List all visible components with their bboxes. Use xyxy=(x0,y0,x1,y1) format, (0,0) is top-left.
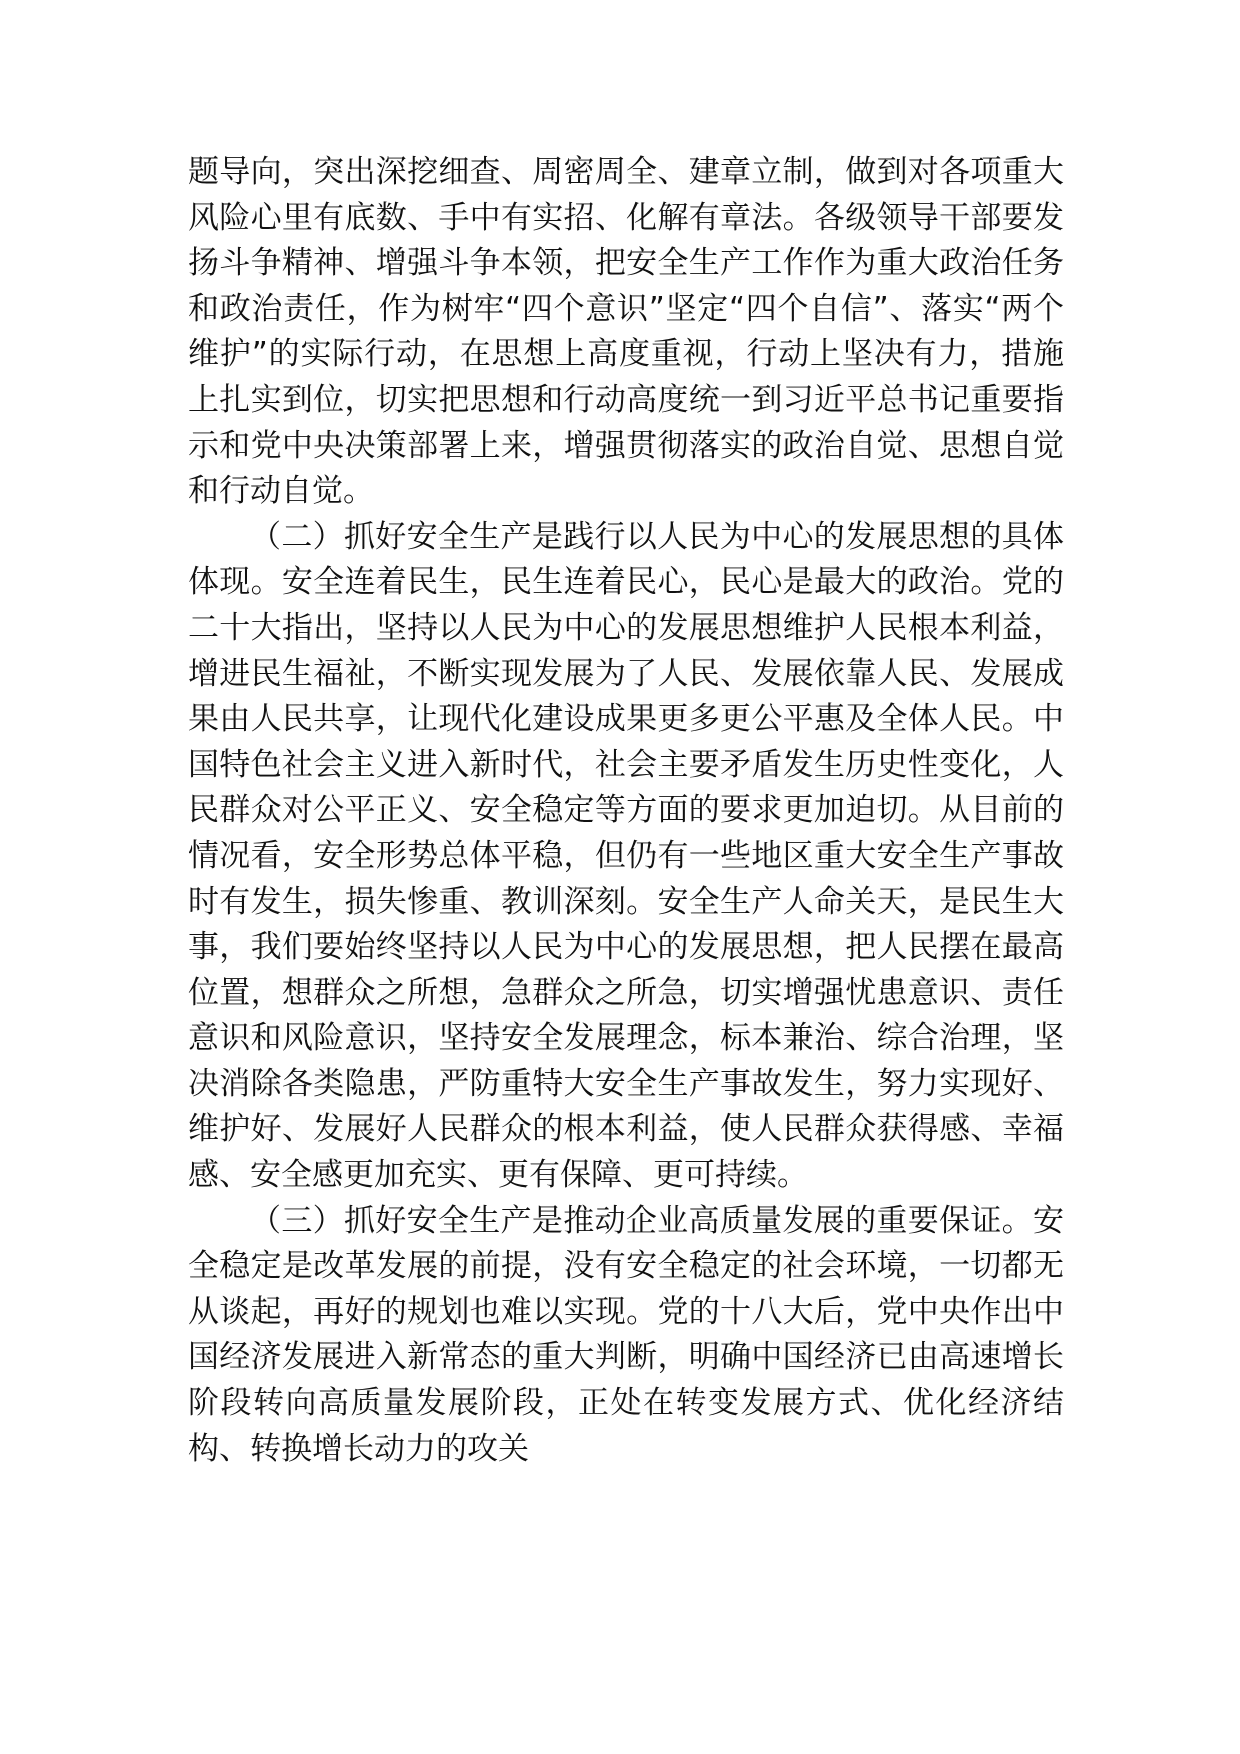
paragraph-section-three: （三）抓好安全生产是推动企业高质量发展的重要保证。安全稳定是改革发展的前提，没有安全稳定的社会环境，一切都无从谈起，再好的规划也难以实现。党的十八大后，党中央作出中国经济发展进入新常态的重大判断，明确中国经济已由高速增长阶段转向高质量发展阶段，正处在转变发展方式、优化经济结构、转换增长动力的攻关 xyxy=(188,1202,1064,1467)
paragraph-section-two: （二）抓好安全生产是践行以人民为中心的发展思想的具体体现。安全连着民生，民生连着民心，民心是最大的政治。党的二十大指出，坚持以人民为中心的发展思想维护人民根本利益，增进民生福祉，不断实现发展为了人民、发展依靠人民、发展成果由人民共享，让现代化建设成果更多更公平惠及全体人民。中国特色社会主义进入新时代，社会主要矛盾发生历史性变化，人民群众对公平正义、安全稳定等方面的要求更加迫切。从目前的情况看，安全形势总体平稳，但仍有一些地区重大安全生产事故时有发生，损失惨重、教训深刻。安全生产人命关天，是民生大事，我们要始终坚持以人民为中心的发展思想，把人民摆在最高位置，想群众之所想，急群众之所急，切实增强忧患意识、责任意识和风险意识，坚持安全发展理念，标本兼治、综合治理，坚决消除各类隐患，严防重特大安全生产事故发生，努力实现好、维护好、发展好人民群众的根本利益，使人民群众获得感、幸福感、安全感更加充实、更有保障、更可持续。 xyxy=(188,518,1064,1194)
paragraph-continuation: 题导向，突出深挖细查、周密周全、建章立制，做到对各项重大风险心里有底数、手中有实招、化解有章法。各级领导干部要发扬斗争精神、增强斗争本领，把安全生产工作作为重大政治任务和政治责任，作为树牢“四个意识”坚定“四个自信”、落实“两个维护”的实际行动，在思想上高度重视，行动上坚决有力，措施上扎实到位，切实把思想和行动高度统一到习近平总书记重要指示和党中央决策部署上来，增强贯彻落实的政治自觉、思想自觉和行动自觉。 xyxy=(188,154,1064,510)
document-body xyxy=(188,150,1064,1472)
